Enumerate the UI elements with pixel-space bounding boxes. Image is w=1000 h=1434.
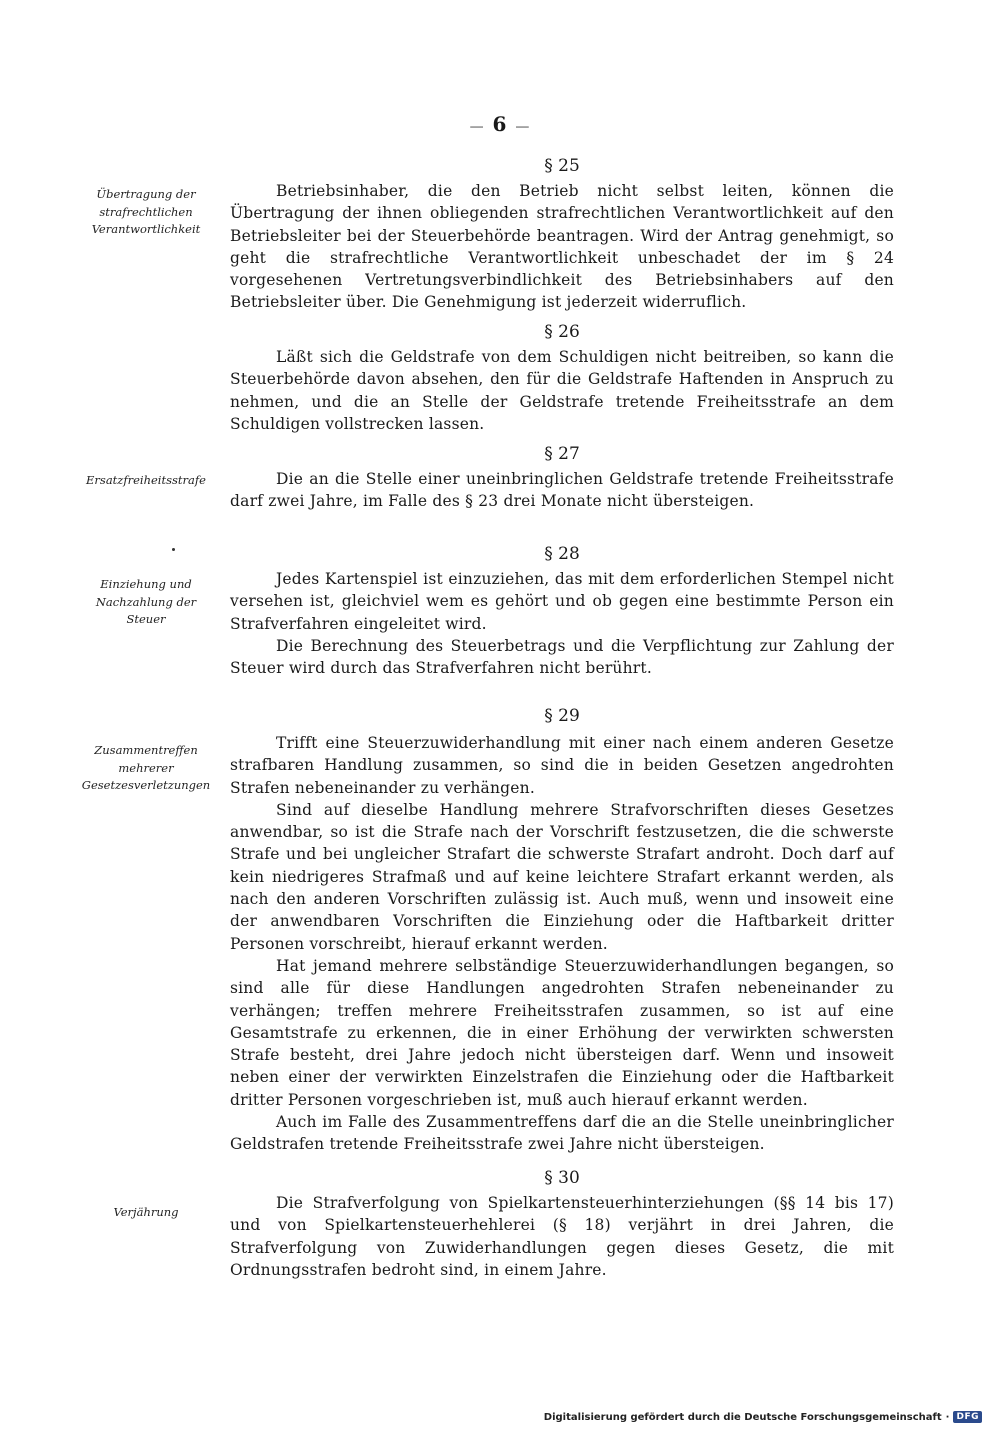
paragraph: Hat jemand mehrere selbständige Steuerzuwiderhandlungen begangen, so sind alle für diese Handlungen angedrohten Strafen nebeneinander zu verhängen; treffen mehrere Freiheitsstrafen zusammen, so ist auf eine Gesamtstrafe zu erkennen, die in einer Erhöhung der verwirkten schwersten Strafe besteht, drei Jahre jedoch nicht übersteigen darf. Wenn und insoweit neben einer der verwirkten Einzelstrafen die Einziehung oder die Haftbarkeit dritter Personen vorgeschrieben ist, muß auch hierauf erkannt werden. [230,956,894,1109]
paragraph: Trifft eine Steuerzuwiderhandlung mit einer nach einem anderen Gesetze strafbaren Handlung zusammen, so sind die in beiden Gesetzen angedrohten Strafen nebeneinander zu verhängen. [230,734,894,797]
paragraph: Die Berechnung des Steuerbetrags und die Verpflichtung zur Zahlung der Steuer wird durch das Strafverfahren nicht berührt. [230,636,894,678]
section-body-29 [230,732,894,1156]
section-body-28 [230,568,894,679]
margin-note-30: Verjährung [113,1205,179,1219]
section-body-26 [230,346,894,435]
section-body-27 [230,468,894,513]
page-number-value: 6 [492,112,508,136]
section-heading-30: § 30 [544,1168,580,1188]
paragraph: Jedes Kartenspiel ist einzuziehen, das mit dem erforderlichen Stempel nicht versehen ist, gleichviel wem es gehört und ob gegen eine bestimmte Person ein Strafverfahren eingeleitet wird. [230,570,894,633]
section-heading-27: § 27 [544,444,580,464]
paragraph: Läßt sich die Geldstrafe von dem Schuldigen nicht beitreiben, so kann die Steuerbehörde davon absehen, den für die Geldstrafe Haftenden in Anspruch zu nehmen, und die an Stelle der Geldstrafe tretende Freiheitsstrafe an dem Schuldigen vollstrecken lassen. [230,348,894,433]
paragraph: Auch im Falle des Zusammentreffens darf die an die Stelle uneinbringlicher Geldstrafen tretende Freiheitsstrafe zwei Jahre nicht übersteigen. [230,1113,894,1154]
paragraph: Die Strafverfolgung von Spielkartensteuerhinterziehungen (§§ 14 bis 17) und von Spielkartensteuerhehlerei (§ 18) verjährt in drei Jahren, die Strafverfolgung von Zuwiderhandlungen gegen dieses Gesetz, die mit Ordnungsstrafen bedroht sind, in einem Jahre. [230,1194,894,1279]
paragraph: Sind auf dieselbe Handlung mehrere Strafvorschriften dieses Gesetzes anwendbar, so ist die Strafe nach der Vorschrift festzusetzen, die die schwerste Strafe und bei ungleicher Strafart die schwerste Strafart androht. Doch darf auf kein niedrigeres Strafmaß und auf keine leichtere Strafart erkannt werden, als nach den anderen Vorschriften zulässig ist. Auch muß, wenn und insoweit eine der anwendbaren Vorschriften die Einziehung oder die Haftbarkeit dritter Personen vorschreibt, hierauf erkannt werden. [230,800,894,953]
section-heading-29: § 29 [544,706,580,726]
footer-text: Digitalisierung gefördert durch die Deutsche Forschungsgemeinschaft [543,1411,942,1423]
section-body-30 [230,1192,894,1281]
page-number: — 6 — [469,112,531,136]
margin-note-25: Übertragung der strafrechtlichen Verantwortlichkeit [91,187,201,236]
dfg-logo-icon: DFG [953,1411,982,1423]
paragraph: Die an die Stelle einer uneinbringlichen Geldstrafe tretende Freiheitsstrafe darf zwei Jahre, im Falle des § 23 drei Monate nicht übersteigen. [230,470,894,511]
margin-note-28: Einziehung und Nachzahlung der Steuer [95,577,197,626]
footer: Digitalisierung gefördert durch die Deutsche Forschungsgemeinschaft · DFG [544,1408,982,1426]
margin-note-29: Zusammentreffen mehrerer Gesetzesverletzungen [81,743,211,792]
section-heading-28: § 28 [544,544,580,564]
section-heading-26: § 26 [544,322,580,342]
section-heading-25: § 25 [544,156,580,176]
stray-dot [172,548,175,551]
paragraph: Betriebsinhaber, die den Betrieb nicht selbst leiten, können die Übertragung der ihnen obliegenden strafrechtlichen Verantwortlichkeit auf den Betriebsleiter bei der Steuerbehörde beantragen. Wird der Antrag genehmigt, so geht die strafrechtliche Verantwortlichkeit unbeschadet der im § 24 vorgesehenen Vertretungsverbindlichkeit des Betriebsinhabers auf den Betriebsleiter über. Die Genehmigung ist jederzeit widerruflich. [230,182,894,312]
margin-note-27: Ersatzfreiheitsstrafe [86,473,206,487]
section-body-25 [230,180,894,314]
